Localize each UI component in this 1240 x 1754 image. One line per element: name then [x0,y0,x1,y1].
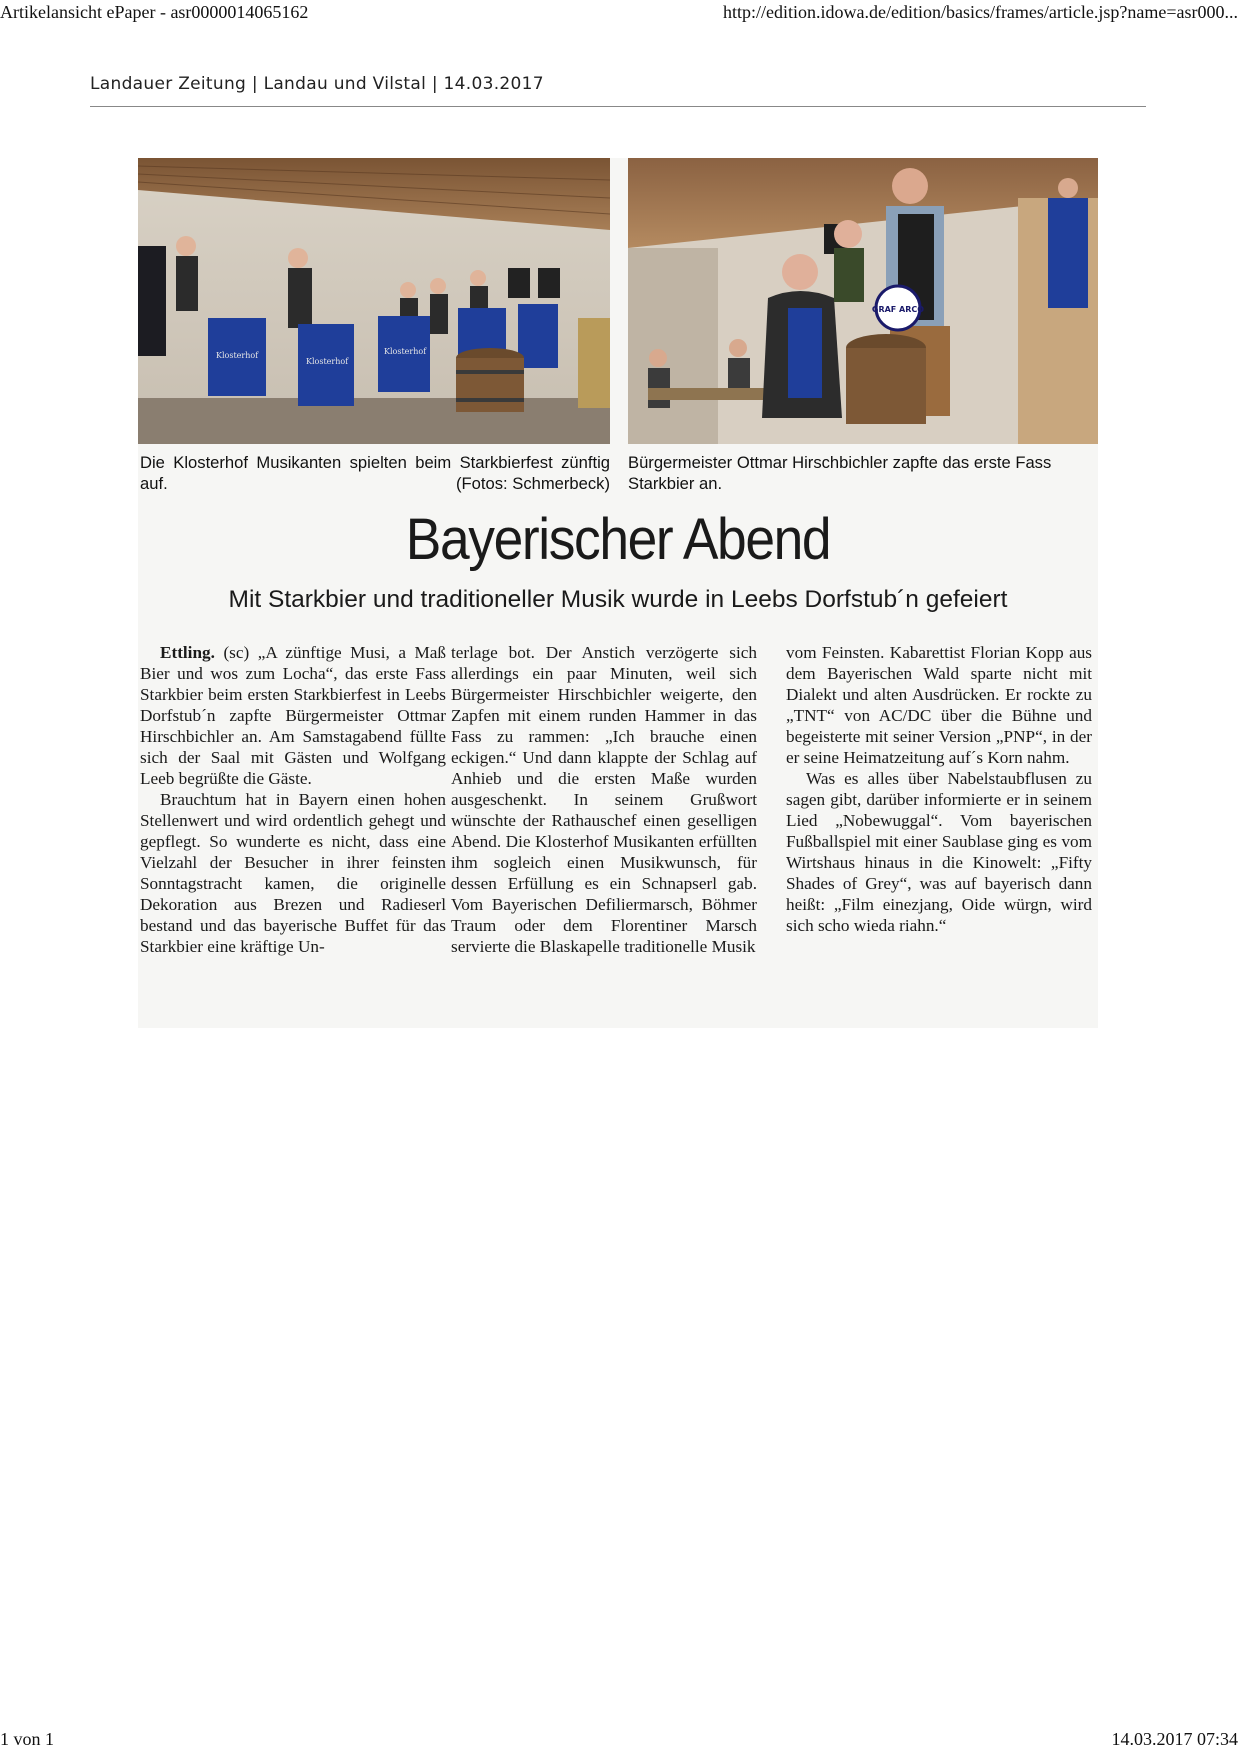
subheadline: Mit Starkbier und traditioneller Musik wurde in Leebs Dorfstub´n gefeiert [228,586,1008,613]
paragraph: Brauchtum hat in Bayern einen hohen Stellenwert und wird ordentlich gehegt und gepflegt. So wunderte es nicht, dass eine Vielzahl der Besucher in ihrer feinsten Sonntagstracht kamen, die originelle Dekoration aus Brezen und Radieserl bestand und das bayerische Buffet für das Starkbier eine kräftige Un- [140,790,446,956]
photo-credit: (Fotos: Schmerbeck) [456,474,610,493]
paragraph: Was es alles über Nabelstaubflusen zu sagen gibt, darüber informierte er in seinem Lied „Nobewuggal“. Vom bayerischen Fußballspiel mit einer Saublase ging es vom Wirtshaus hinaus in die Kinowelt: „Fifty Shades of Grey“, was auf bayerisch dann heißt: „Film einezjang, Oide würgn, wird sich scho wieda riahn.“ [786,769,1092,935]
paragraph: terlage bot. Der Anstich verzögerte sich allerdings ein paar Minuten, weil sich Bürgermeister Hirschbichler weigerte, den Zapfen mit einem runden Hammer in das Fass zu rammen: „Ich brauche einen eckigen.“ Und dann klappte der Schlag auf Anhieb und die ersten Maße wurden ausgeschenkt. In seinem Grußwort wünschte der Rathauschef einen geselligen Abend. Die Klosterhof Musikanten erfüllten ihm sogleich einen Musikwunsch, für dessen Erfüllung es ein Schnapserl gab. Vom Bayerischen Defiliermarsch, Böhmer Traum oder dem Florentiner Marsch servierte die Blaskapelle traditionelle Musik [451,643,757,956]
print-footer-page: 1 von 1 [0,1729,54,1749]
print-header-url: http://edition.idowa.de/edition/basics/frames/article.jsp?name=asr000... [722,2,1238,22]
caption-photo-tapping: Bürgermeister Ottmar Hirschbichler zapfte das erste Fass Starkbier an. [628,453,1052,493]
photo-tapping [628,158,1098,444]
dateline: Ettling. [160,643,215,662]
header-divider [90,106,1146,107]
article-clipping [138,158,1098,1028]
paragraph: vom Feinsten. Kabarettist Florian Kopp aus dem Bayerischen Wald sparte nicht mit Dialekt und alten Ausdrücken. Er rockte zu „TNT“ von AC/DC über die Bühne und begeisterte mit seiner Version „PNP“, in der er seine Heimatzeitung auf´s Korn nahm. [786,643,1092,767]
svg-text:Klosterhof: Klosterhof [384,347,427,356]
headline: Bayerischer Abend [405,507,831,572]
barrel-label: GRAF ARCO [871,305,925,314]
article-column-3 [786,642,1092,936]
photo-band [138,158,610,444]
paragraph: (sc) „A zünftige Musi, a Maß Bier und wos zum Locha“, das erste Fass Starkbier beim ersten Starkbierfest in Leebs Dorfstub´n zapfte Bürgermeister Ottmar Hirschbichler an. Am Samstagabend füllte sich der Saal mit Gästen und Wolfgang Leeb begrüßte die Gäste. [140,643,446,788]
caption-text: Die Klosterhof Musikanten spielten beim Starkbierfest zünftig auf. [140,453,610,493]
print-header-title: Artikelansicht ePaper - asr0000014065162 [0,2,309,22]
print-footer-timestamp: 14.03.2017 07:34 [1111,1729,1238,1749]
caption-photo-band [140,452,610,494]
article-column-2 [451,642,757,957]
svg-text:Klosterhof: Klosterhof [306,357,349,366]
source-line: Landauer Zeitung | Landau und Vilstal | 14.03.2017 [90,74,544,94]
svg-text:Klosterhof: Klosterhof [216,351,259,360]
article-column-1 [140,642,446,957]
